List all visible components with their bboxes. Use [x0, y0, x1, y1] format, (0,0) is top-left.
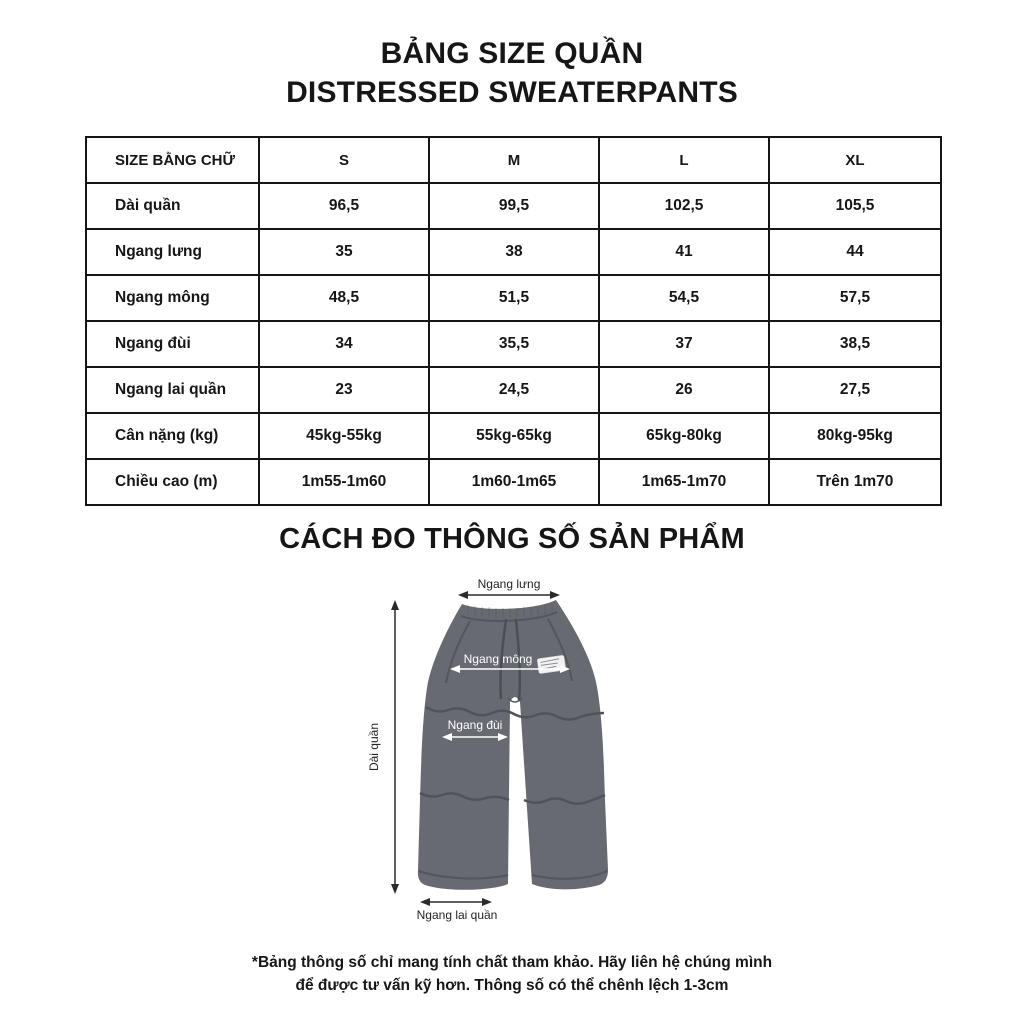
measure-row-label: Ngang mông: [86, 275, 259, 321]
size-value-cell: 44: [769, 229, 941, 275]
measure-row-label: Cân nặng (kg): [86, 413, 259, 459]
size-value-cell: 35: [259, 229, 429, 275]
measure-row-label: Ngang lai quần: [86, 367, 259, 413]
size-col-header-m: M: [429, 137, 599, 183]
size-value-cell: 96,5: [259, 183, 429, 229]
pants-measurement-figure: [350, 565, 680, 935]
size-value-cell: 1m65-1m70: [599, 459, 769, 505]
table-row: [86, 367, 941, 413]
size-value-cell: 24,5: [429, 367, 599, 413]
size-value-cell: 55kg-65kg: [429, 413, 599, 459]
length-arrow: [391, 600, 399, 894]
waist-arrow: [458, 591, 560, 599]
size-value-cell: Trên 1m70: [769, 459, 941, 505]
pants-silhouette: [418, 600, 608, 890]
size-table: [85, 136, 942, 506]
size-value-cell: 35,5: [429, 321, 599, 367]
size-value-cell: 38: [429, 229, 599, 275]
size-value-cell: 65kg-80kg: [599, 413, 769, 459]
pants-diagram: [350, 565, 680, 935]
size-value-cell: 41: [599, 229, 769, 275]
size-value-cell: 27,5: [769, 367, 941, 413]
size-value-cell: 57,5: [769, 275, 941, 321]
size-value-cell: 99,5: [429, 183, 599, 229]
table-row: [86, 275, 941, 321]
size-col-header-l: L: [599, 137, 769, 183]
size-value-cell: 80kg-95kg: [769, 413, 941, 459]
size-value-cell: 105,5: [769, 183, 941, 229]
size-col-header-xl: XL: [769, 137, 941, 183]
size-col-header-s: S: [259, 137, 429, 183]
size-value-cell: 26: [599, 367, 769, 413]
length-label: Dài quần: [367, 722, 381, 772]
page-title-line1: BẢNG SIZE QUẦN: [380, 37, 644, 70]
page-title: [0, 34, 1024, 112]
size-table-corner-header: SIZE BẰNG CHỮ: [86, 137, 259, 183]
size-value-cell: 51,5: [429, 275, 599, 321]
size-value-cell: 23: [259, 367, 429, 413]
footnote: [0, 951, 1024, 997]
size-value-cell: 45kg-55kg: [259, 413, 429, 459]
thigh-label: Ngang đùi: [447, 718, 503, 732]
size-value-cell: 54,5: [599, 275, 769, 321]
size-value-cell: 38,5: [769, 321, 941, 367]
measure-row-label: Chiều cao (m): [86, 459, 259, 505]
table-row: [86, 229, 941, 275]
table-row: [86, 183, 941, 229]
measure-row-label: Ngang đùi: [86, 321, 259, 367]
size-value-cell: 1m60-1m65: [429, 459, 599, 505]
measurement-section-heading: CÁCH ĐO THÔNG SỐ SẢN PHẨM: [279, 523, 745, 555]
table-row: [86, 413, 941, 459]
size-value-cell: 102,5: [599, 183, 769, 229]
table-row: [86, 459, 941, 505]
hip-label: Ngang mông: [463, 652, 533, 666]
size-table-header-row: [86, 137, 941, 183]
page-title-line2: DISTRESSED SWEATERPANTS: [286, 76, 738, 109]
size-value-cell: 34: [259, 321, 429, 367]
hem-arrow: [420, 898, 492, 906]
size-value-cell: 37: [599, 321, 769, 367]
hem-label: Ngang lai quần: [416, 908, 498, 922]
footnote-line1: *Bảng thông số chỉ mang tính chất tham khảo. Hãy liên hệ chúng mình: [251, 954, 773, 971]
size-value-cell: 48,5: [259, 275, 429, 321]
measure-row-label: Ngang lưng: [86, 229, 259, 275]
size-value-cell: 1m55-1m60: [259, 459, 429, 505]
measure-row-label: Dài quần: [86, 183, 259, 229]
footnote-line2: để được tư vấn kỹ hơn. Thông số có thể chênh lệch 1-3cm: [295, 977, 729, 994]
table-row: [86, 321, 941, 367]
waist-label: Ngang lưng: [477, 577, 541, 591]
